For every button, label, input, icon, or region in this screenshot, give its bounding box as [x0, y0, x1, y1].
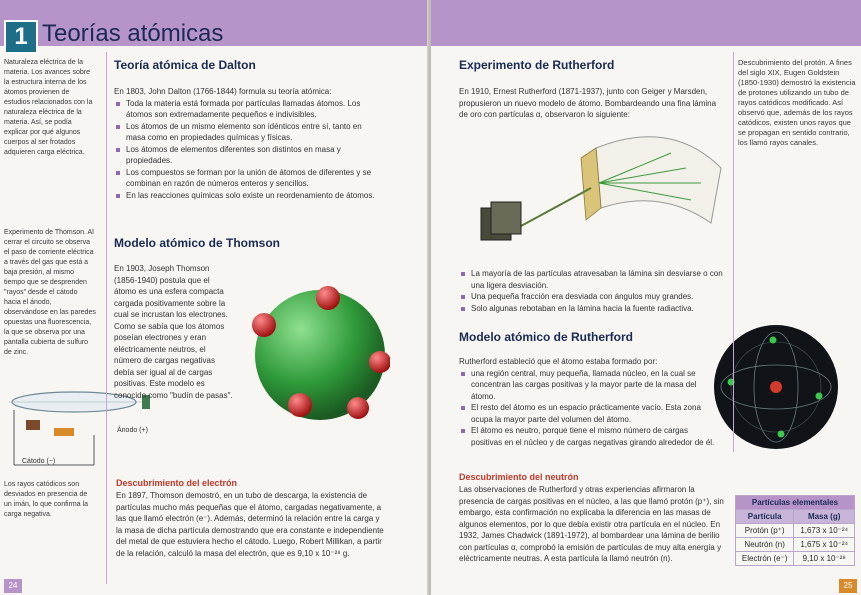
neutron-text: Las observaciones de Rutherford y otras experiencias afirmaron la presencia de cargas positivas en el núcleo, a las que llamó protón (p⁺), sin embargo, esta confirmación no explicaba la diferencia en las masas de algunos elementos, por lo que debía existir otra partícula en el núcleo. En 1932, James Chadwick (1891-1972), al bombardear una lámina de berilio con partículas α, comprobó la emisión de partículas de muy alta energía y eléctricamente neutras. A esta partícula la llamó neutrón (n).: [459, 485, 724, 563]
chapter-title: Teorías atómicas: [42, 20, 224, 47]
thomson-text: En 1903, Joseph Thomson (1856-1940) postula que el átomo es una esfera compacta cargada positivamente sobre la cual se incrustan los electrones. Como se sabía que los átomos poseían electrones y eran eléctricamente neutros, el número de cargas negativas debía ser igual al de cargas positivas. Este modelo es conocido como "budín de pasas".: [114, 264, 233, 400]
rutherford-model-intro: Rutherford estableció que el átomo estaba formado por:: [459, 357, 658, 366]
table-cell: Electrón (e⁻): [736, 552, 794, 566]
page-number-right: 25: [839, 579, 857, 593]
right-band: [431, 0, 861, 46]
sidebar-electric-nature: Naturaleza eléctrica de la materia. Los avances sobre la estructura interna de los átomos provienen de estudios relacionados con la naturaleza eléctrica de la materia. Así, se podía explicar por qué algunos cuerpos al ser frotados adquieren carga eléctrica.: [4, 59, 93, 156]
table-row: [736, 524, 855, 538]
dalton-point: Los átomos de elementos diferentes son distintos en masa y propiedades.: [114, 144, 382, 167]
sidebar-cathode-rays: Los rayos catódicos son desviados en presencia de un imán, lo que confirma la carga negativa.: [4, 481, 89, 518]
rutherford-model-point: El átomo es neutro, porque tiene el mismo número de cargas positivas en el núcleo y de cargas negativas girando alrededor de él.: [459, 425, 717, 448]
table-cell: 1,673 x 10⁻²⁴: [794, 524, 855, 538]
rutherford-experiment-heading: Experimento de Rutherford: [459, 58, 615, 72]
dalton-point: Los átomos de un mismo elemento son idénticos entre sí, tanto en masa como en propiedades químicas y físicas.: [114, 121, 382, 144]
dalton-point: Toda la materia está formada por partículas llamadas átomos. Los átomos son extremadamente pequeños e indivisibles.: [114, 98, 382, 121]
dalton-list: [114, 98, 382, 202]
thomson-heading: Modelo atómico de Thomson: [114, 236, 281, 250]
rutherford-point: Solo algunas rebotaban en la lámina hacia la fuente radiactiva.: [459, 303, 727, 315]
column-divider: [106, 52, 107, 584]
dalton-point: Los compuestos se forman por la unión de átomos de diferentes y se combinan en razón de números enteros y sencillos.: [114, 167, 382, 190]
rutherford-point: La mayoría de las partículas atravesaban la lámina sin desviarse o con una ligera desviación.: [459, 268, 727, 291]
plum-pudding-model: [240, 280, 390, 430]
table-caption: Partículas elementales: [736, 496, 855, 510]
neutron-subhead: Descubrimiento del neutrón: [459, 472, 579, 482]
table-cell: 1,675 x 10⁻²⁴: [794, 538, 855, 552]
dalton-point: En las reacciones químicas solo existe un reordenamiento de átomos.: [114, 190, 382, 202]
right-column-divider: [733, 52, 734, 452]
rutherford-model-heading: Modelo atómico de Rutherford: [459, 330, 633, 344]
rutherford-model-point: una región central, muy pequeña, llamada núcleo, en la cual se concentran las cargas positivas y la mayor parte de la masa del átomo.: [459, 368, 717, 403]
table-row: [736, 538, 855, 552]
rutherford-experiment-text: En 1910, Ernest Rutherford (1871-1937), junto con Geiger y Marsden, propusieron un nuevo modelo de átomo. Bombardeando una fina lámina de oro con partículas α, observaron lo siguiente:: [459, 87, 717, 119]
right-page: [431, 0, 861, 595]
sidebar-proton-discovery: Descubrimiento del protón. A fines del siglo XIX, Eugen Goldstein (1850-1930) demostró la existencia de protones utilizando un tubo de rayos catódicos modificado. Así observó que, además de los rayos catódicos, existen unos rayos que se propagan en sentido contrario, los llamó rayos canales.: [738, 58, 856, 147]
rutherford-point: Una pequeña fracción era desviada con ángulos muy grandes.: [459, 291, 727, 303]
rutherford-model-list: [459, 368, 717, 449]
left-page: [0, 0, 429, 595]
anode-label: Ánodo (+): [117, 427, 148, 434]
electron-subhead: Descubrimiento del electrón: [116, 478, 238, 488]
table-row: [736, 552, 855, 566]
rutherford-model-body: [459, 356, 717, 448]
dalton-intro: En 1803, John Dalton (1766-1844) formula su teoría atómica:: [114, 87, 332, 96]
gold-foil-experiment: [461, 128, 731, 263]
table-cell: 9,10 x 10⁻²⁸: [794, 552, 855, 566]
table-cell: Neutrón (n): [736, 538, 794, 552]
rutherford-model-point: El resto del átomo es un espacio prácticamente vacío. Esta zona ocupa la mayor parte del volumen del átomo.: [459, 402, 717, 425]
dalton-heading: Teoría atómica de Dalton: [114, 58, 256, 72]
particles-table: [735, 495, 855, 566]
chapter-number: 1: [4, 20, 38, 54]
sidebar-thomson-experiment: Experimento de Thomson. Al cerrar el circuito se observa el paso de corriente eléctrica a través del gas que está a baja presión, al mismo tiempo que se desprenden "rayos" desde el cátodo hacia el ánodo, observándose en las paredes opuestas una fluorescencia, la que se observa por una pantalla cubierta de sulfuro de zinc.: [4, 229, 96, 356]
electron-text: En 1897, Thomson demostró, en un tubo de descarga, la existencia de partículas mucho más pequeñas que el átomo, cargadas negativamente, a las que llamó electrón (e⁻). Además, determinó la relación entre la carga y la masa de dicha partícula demostrando que era constante e independiente del metal de que estuviera hecho el cátodo. Luego, Robert Millikan, a partir de la relación, calculó la masa del electrón, que es 9,10 x 10⁻²⁸ g.: [116, 491, 384, 558]
table-header: Partícula: [736, 510, 794, 524]
rutherford-results: [459, 268, 727, 314]
page-number-left: 24: [4, 579, 22, 593]
table-header: Masa (g): [794, 510, 855, 524]
dalton-body: [114, 86, 382, 201]
rutherford-list: [459, 268, 727, 314]
table-cell: Protón (p⁺): [736, 524, 794, 538]
rutherford-atom-model: [711, 322, 841, 452]
cathode-label: Cátodo (−): [22, 458, 56, 465]
